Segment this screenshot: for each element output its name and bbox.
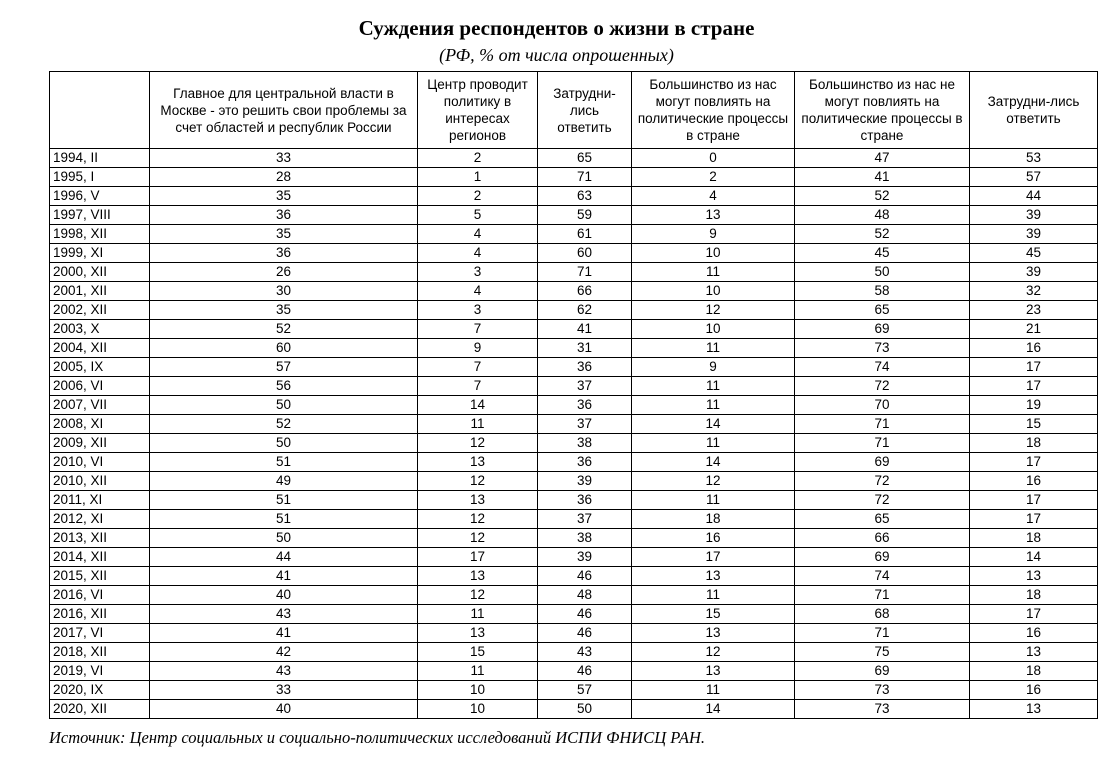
table-row — [50, 396, 1098, 415]
cell-hard-to-answer-2: 13 — [970, 567, 1098, 586]
cell-center-own-problems: 40 — [150, 700, 418, 719]
cell-cannot-influence: 72 — [795, 377, 970, 396]
cell-can-influence: 12 — [632, 472, 795, 491]
cell-hard-to-answer-1: 66 — [538, 282, 632, 301]
cell-center-own-problems: 42 — [150, 643, 418, 662]
cell-center-own-problems: 44 — [150, 548, 418, 567]
cell-period: 2011, XI — [50, 491, 150, 510]
table-row — [50, 453, 1098, 472]
cell-center-regions-policy: 4 — [418, 225, 538, 244]
cell-cannot-influence: 41 — [795, 168, 970, 187]
survey-table — [49, 71, 1098, 719]
cell-can-influence: 14 — [632, 453, 795, 472]
cell-cannot-influence: 74 — [795, 567, 970, 586]
cell-center-regions-policy: 7 — [418, 320, 538, 339]
cell-can-influence: 2 — [632, 168, 795, 187]
cell-can-influence: 15 — [632, 605, 795, 624]
cell-period: 2000, XII — [50, 263, 150, 282]
table-row — [50, 491, 1098, 510]
cell-center-regions-policy: 4 — [418, 244, 538, 263]
cell-can-influence: 14 — [632, 415, 795, 434]
cell-center-regions-policy: 11 — [418, 662, 538, 681]
table-row — [50, 168, 1098, 187]
cell-hard-to-answer-1: 36 — [538, 358, 632, 377]
cell-can-influence: 11 — [632, 586, 795, 605]
cell-can-influence: 13 — [632, 206, 795, 225]
cell-hard-to-answer-1: 63 — [538, 187, 632, 206]
cell-center-own-problems: 30 — [150, 282, 418, 301]
cell-hard-to-answer-2: 18 — [970, 434, 1098, 453]
cell-hard-to-answer-1: 37 — [538, 415, 632, 434]
cell-cannot-influence: 50 — [795, 263, 970, 282]
cell-can-influence: 11 — [632, 396, 795, 415]
cell-center-own-problems: 50 — [150, 529, 418, 548]
cell-period: 2020, IX — [50, 681, 150, 700]
cell-can-influence: 16 — [632, 529, 795, 548]
cell-can-influence: 10 — [632, 320, 795, 339]
cell-hard-to-answer-1: 59 — [538, 206, 632, 225]
cell-center-regions-policy: 12 — [418, 510, 538, 529]
source-note: Источник: Центр социальных и социально-политических исследований ИСПИ ФНИСЦ РАН. — [49, 728, 705, 747]
cell-can-influence: 11 — [632, 491, 795, 510]
cell-hard-to-answer-1: 60 — [538, 244, 632, 263]
cell-hard-to-answer-1: 57 — [538, 681, 632, 700]
cell-center-own-problems: 51 — [150, 510, 418, 529]
cell-period: 2014, XII — [50, 548, 150, 567]
cell-center-own-problems: 35 — [150, 225, 418, 244]
cell-center-regions-policy: 3 — [418, 263, 538, 282]
cell-period: 2019, VI — [50, 662, 150, 681]
cell-center-regions-policy: 2 — [418, 187, 538, 206]
cell-cannot-influence: 47 — [795, 149, 970, 168]
cell-center-own-problems: 36 — [150, 206, 418, 225]
cell-hard-to-answer-1: 65 — [538, 149, 632, 168]
column-header-cannot-influence: Большинство из нас не могут повлиять на политические процессы в стране — [795, 72, 970, 149]
cell-center-own-problems: 60 — [150, 339, 418, 358]
cell-hard-to-answer-1: 46 — [538, 662, 632, 681]
cell-cannot-influence: 71 — [795, 415, 970, 434]
cell-hard-to-answer-1: 36 — [538, 396, 632, 415]
cell-hard-to-answer-2: 17 — [970, 453, 1098, 472]
cell-period: 2010, VI — [50, 453, 150, 472]
cell-can-influence: 11 — [632, 263, 795, 282]
cell-center-regions-policy: 15 — [418, 643, 538, 662]
cell-hard-to-answer-1: 39 — [538, 548, 632, 567]
cell-hard-to-answer-2: 18 — [970, 586, 1098, 605]
cell-hard-to-answer-2: 21 — [970, 320, 1098, 339]
table-row — [50, 643, 1098, 662]
cell-period: 2020, XII — [50, 700, 150, 719]
cell-can-influence: 11 — [632, 434, 795, 453]
cell-center-regions-policy: 5 — [418, 206, 538, 225]
cell-hard-to-answer-1: 37 — [538, 510, 632, 529]
cell-hard-to-answer-2: 44 — [970, 187, 1098, 206]
cell-cannot-influence: 65 — [795, 510, 970, 529]
cell-can-influence: 12 — [632, 301, 795, 320]
column-header-center-regions-policy: Центр проводит политику в интересах регионов — [418, 72, 538, 149]
cell-center-own-problems: 43 — [150, 605, 418, 624]
column-header-hard-to-answer-1: Затрудни-лись ответить — [538, 72, 632, 149]
cell-center-regions-policy: 14 — [418, 396, 538, 415]
cell-period: 2004, XII — [50, 339, 150, 358]
cell-period: 2002, XII — [50, 301, 150, 320]
cell-hard-to-answer-2: 18 — [970, 662, 1098, 681]
cell-cannot-influence: 52 — [795, 225, 970, 244]
cell-can-influence: 4 — [632, 187, 795, 206]
cell-cannot-influence: 66 — [795, 529, 970, 548]
cell-period: 1994, II — [50, 149, 150, 168]
cell-can-influence: 9 — [632, 225, 795, 244]
cell-center-own-problems: 57 — [150, 358, 418, 377]
cell-center-regions-policy: 10 — [418, 700, 538, 719]
table-row — [50, 244, 1098, 263]
cell-period: 2015, XII — [50, 567, 150, 586]
table-row — [50, 263, 1098, 282]
column-header-center-own-problems: Главное для центральной власти в Москве - это решить свои проблемы за счет областей и республик России — [150, 72, 418, 149]
cell-center-regions-policy: 11 — [418, 605, 538, 624]
table-row — [50, 320, 1098, 339]
cell-can-influence: 17 — [632, 548, 795, 567]
cell-center-own-problems: 56 — [150, 377, 418, 396]
cell-center-own-problems: 51 — [150, 453, 418, 472]
table-row — [50, 377, 1098, 396]
cell-period: 2017, VI — [50, 624, 150, 643]
cell-period: 1997, VIII — [50, 206, 150, 225]
cell-period: 2001, XII — [50, 282, 150, 301]
cell-hard-to-answer-1: 41 — [538, 320, 632, 339]
table-row — [50, 358, 1098, 377]
cell-period: 2008, XI — [50, 415, 150, 434]
cell-hard-to-answer-2: 15 — [970, 415, 1098, 434]
cell-period: 2016, VI — [50, 586, 150, 605]
cell-center-own-problems: 43 — [150, 662, 418, 681]
table-row — [50, 282, 1098, 301]
table-row — [50, 206, 1098, 225]
cell-cannot-influence: 48 — [795, 206, 970, 225]
cell-hard-to-answer-1: 61 — [538, 225, 632, 244]
cell-center-own-problems: 50 — [150, 396, 418, 415]
table-row — [50, 472, 1098, 491]
cell-hard-to-answer-1: 43 — [538, 643, 632, 662]
table-row — [50, 548, 1098, 567]
cell-center-regions-policy: 7 — [418, 377, 538, 396]
cell-hard-to-answer-1: 71 — [538, 263, 632, 282]
cell-hard-to-answer-1: 39 — [538, 472, 632, 491]
table-row — [50, 567, 1098, 586]
cell-hard-to-answer-2: 17 — [970, 358, 1098, 377]
cell-hard-to-answer-2: 57 — [970, 168, 1098, 187]
cell-hard-to-answer-2: 17 — [970, 510, 1098, 529]
cell-period: 2005, IX — [50, 358, 150, 377]
cell-cannot-influence: 71 — [795, 586, 970, 605]
cell-hard-to-answer-1: 31 — [538, 339, 632, 358]
cell-hard-to-answer-2: 39 — [970, 225, 1098, 244]
cell-center-own-problems: 41 — [150, 624, 418, 643]
table-row — [50, 434, 1098, 453]
cell-cannot-influence: 69 — [795, 548, 970, 567]
cell-hard-to-answer-2: 53 — [970, 149, 1098, 168]
table-row — [50, 681, 1098, 700]
cell-center-regions-policy: 13 — [418, 624, 538, 643]
cell-center-own-problems: 51 — [150, 491, 418, 510]
cell-cannot-influence: 75 — [795, 643, 970, 662]
cell-hard-to-answer-1: 46 — [538, 567, 632, 586]
cell-cannot-influence: 74 — [795, 358, 970, 377]
cell-center-own-problems: 33 — [150, 681, 418, 700]
cell-cannot-influence: 73 — [795, 681, 970, 700]
cell-can-influence: 10 — [632, 244, 795, 263]
cell-cannot-influence: 71 — [795, 434, 970, 453]
cell-cannot-influence: 58 — [795, 282, 970, 301]
cell-can-influence: 11 — [632, 377, 795, 396]
cell-hard-to-answer-2: 16 — [970, 681, 1098, 700]
cell-period: 1996, V — [50, 187, 150, 206]
cell-period: 2010, XII — [50, 472, 150, 491]
cell-center-own-problems: 52 — [150, 320, 418, 339]
cell-hard-to-answer-2: 16 — [970, 472, 1098, 491]
cell-hard-to-answer-1: 36 — [538, 491, 632, 510]
cell-hard-to-answer-1: 37 — [538, 377, 632, 396]
table-row — [50, 624, 1098, 643]
cell-hard-to-answer-1: 71 — [538, 168, 632, 187]
cell-period: 1999, XI — [50, 244, 150, 263]
table-row — [50, 225, 1098, 244]
header-row — [50, 72, 1098, 149]
table-row — [50, 529, 1098, 548]
cell-center-own-problems: 49 — [150, 472, 418, 491]
cell-center-own-problems: 52 — [150, 415, 418, 434]
cell-cannot-influence: 65 — [795, 301, 970, 320]
cell-can-influence: 0 — [632, 149, 795, 168]
cell-hard-to-answer-1: 48 — [538, 586, 632, 605]
cell-hard-to-answer-2: 17 — [970, 605, 1098, 624]
cell-period: 2012, XI — [50, 510, 150, 529]
cell-cannot-influence: 69 — [795, 662, 970, 681]
cell-cannot-influence: 73 — [795, 700, 970, 719]
cell-can-influence: 18 — [632, 510, 795, 529]
cell-period: 2006, VI — [50, 377, 150, 396]
cell-center-regions-policy: 17 — [418, 548, 538, 567]
cell-hard-to-answer-2: 18 — [970, 529, 1098, 548]
cell-period: 1998, XII — [50, 225, 150, 244]
cell-can-influence: 13 — [632, 662, 795, 681]
cell-cannot-influence: 72 — [795, 491, 970, 510]
cell-hard-to-answer-2: 13 — [970, 643, 1098, 662]
cell-hard-to-answer-1: 38 — [538, 434, 632, 453]
column-header-can-influence: Большинство из нас могут повлиять на политические процессы в стране — [632, 72, 795, 149]
cell-center-own-problems: 33 — [150, 149, 418, 168]
cell-can-influence: 11 — [632, 339, 795, 358]
column-header-hard-to-answer-2: Затрудни-лись ответить — [970, 72, 1098, 149]
cell-center-own-problems: 41 — [150, 567, 418, 586]
cell-cannot-influence: 73 — [795, 339, 970, 358]
cell-can-influence: 14 — [632, 700, 795, 719]
cell-hard-to-answer-1: 62 — [538, 301, 632, 320]
cell-hard-to-answer-2: 13 — [970, 700, 1098, 719]
cell-center-regions-policy: 2 — [418, 149, 538, 168]
table-row — [50, 187, 1098, 206]
cell-can-influence: 11 — [632, 681, 795, 700]
cell-center-regions-policy: 3 — [418, 301, 538, 320]
cell-hard-to-answer-2: 45 — [970, 244, 1098, 263]
cell-center-own-problems: 26 — [150, 263, 418, 282]
cell-center-regions-policy: 13 — [418, 491, 538, 510]
cell-period: 2003, X — [50, 320, 150, 339]
cell-can-influence: 12 — [632, 643, 795, 662]
cell-cannot-influence: 52 — [795, 187, 970, 206]
cell-center-own-problems: 50 — [150, 434, 418, 453]
cell-center-own-problems: 36 — [150, 244, 418, 263]
cell-cannot-influence: 69 — [795, 320, 970, 339]
table-row — [50, 149, 1098, 168]
column-header-period — [50, 72, 150, 149]
cell-cannot-influence: 68 — [795, 605, 970, 624]
cell-period: 1995, I — [50, 168, 150, 187]
table-body — [50, 149, 1098, 719]
cell-center-regions-policy: 12 — [418, 586, 538, 605]
cell-hard-to-answer-2: 16 — [970, 339, 1098, 358]
cell-hard-to-answer-1: 46 — [538, 624, 632, 643]
cell-center-regions-policy: 10 — [418, 681, 538, 700]
table-title: Суждения респондентов о жизни в стране — [358, 16, 755, 40]
table-row — [50, 605, 1098, 624]
cell-hard-to-answer-1: 38 — [538, 529, 632, 548]
cell-hard-to-answer-1: 36 — [538, 453, 632, 472]
cell-hard-to-answer-2: 19 — [970, 396, 1098, 415]
cell-center-regions-policy: 12 — [418, 529, 538, 548]
cell-period: 2016, XII — [50, 605, 150, 624]
cell-center-regions-policy: 7 — [418, 358, 538, 377]
cell-hard-to-answer-2: 32 — [970, 282, 1098, 301]
cell-center-regions-policy: 1 — [418, 168, 538, 187]
cell-can-influence: 9 — [632, 358, 795, 377]
cell-center-own-problems: 28 — [150, 168, 418, 187]
cell-cannot-influence: 71 — [795, 624, 970, 643]
table-row — [50, 700, 1098, 719]
cell-period: 2007, VII — [50, 396, 150, 415]
cell-can-influence: 13 — [632, 567, 795, 586]
cell-hard-to-answer-2: 39 — [970, 206, 1098, 225]
cell-period: 2018, XII — [50, 643, 150, 662]
cell-hard-to-answer-2: 17 — [970, 491, 1098, 510]
table-row — [50, 339, 1098, 358]
cell-cannot-influence: 69 — [795, 453, 970, 472]
cell-hard-to-answer-1: 50 — [538, 700, 632, 719]
table-subtitle: (РФ, % от числа опрошенных) — [439, 45, 674, 65]
cell-center-regions-policy: 13 — [418, 567, 538, 586]
cell-center-own-problems: 35 — [150, 301, 418, 320]
cell-cannot-influence: 70 — [795, 396, 970, 415]
cell-center-regions-policy: 12 — [418, 472, 538, 491]
table-row — [50, 662, 1098, 681]
cell-can-influence: 10 — [632, 282, 795, 301]
cell-center-own-problems: 35 — [150, 187, 418, 206]
cell-center-own-problems: 40 — [150, 586, 418, 605]
cell-hard-to-answer-2: 39 — [970, 263, 1098, 282]
cell-center-regions-policy: 13 — [418, 453, 538, 472]
cell-cannot-influence: 72 — [795, 472, 970, 491]
table-row — [50, 301, 1098, 320]
cell-period: 2009, XII — [50, 434, 150, 453]
cell-center-regions-policy: 12 — [418, 434, 538, 453]
cell-hard-to-answer-1: 46 — [538, 605, 632, 624]
cell-period: 2013, XII — [50, 529, 150, 548]
cell-center-regions-policy: 9 — [418, 339, 538, 358]
cell-hard-to-answer-2: 14 — [970, 548, 1098, 567]
cell-hard-to-answer-2: 23 — [970, 301, 1098, 320]
cell-cannot-influence: 45 — [795, 244, 970, 263]
cell-center-regions-policy: 11 — [418, 415, 538, 434]
cell-center-regions-policy: 4 — [418, 282, 538, 301]
table-row — [50, 586, 1098, 605]
cell-hard-to-answer-2: 16 — [970, 624, 1098, 643]
cell-hard-to-answer-2: 17 — [970, 377, 1098, 396]
table-row — [50, 415, 1098, 434]
table-row — [50, 510, 1098, 529]
cell-can-influence: 13 — [632, 624, 795, 643]
